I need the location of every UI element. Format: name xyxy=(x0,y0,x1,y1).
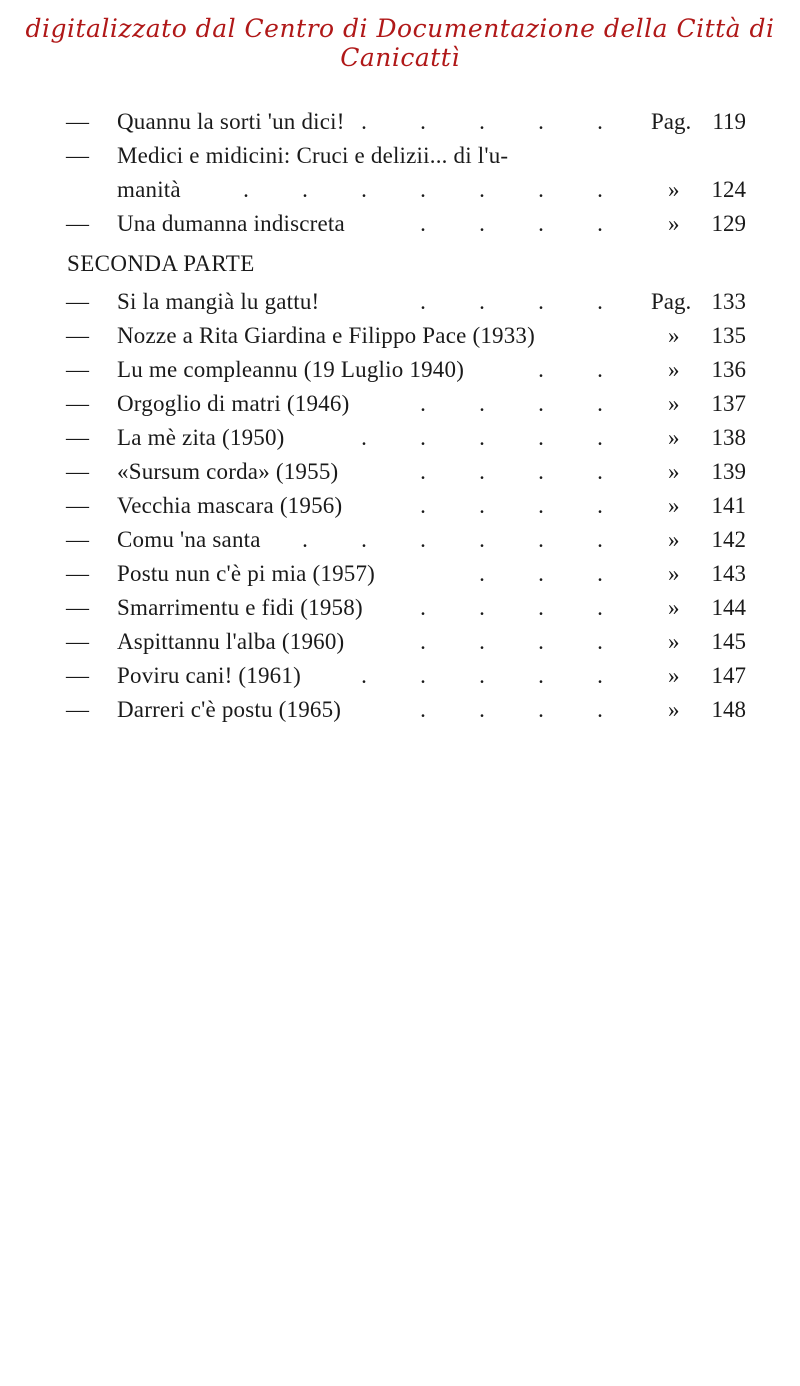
entry-title: Vecchia mascara (1956) xyxy=(117,493,343,518)
entry-dash: — xyxy=(66,109,89,134)
entry-title: Aspittannu l'alba (1960) xyxy=(117,629,345,654)
section-heading: SECONDA PARTE xyxy=(67,251,255,276)
entry-page-number: 119 xyxy=(712,109,746,134)
entry-title: Orgoglio di matri (1946) xyxy=(117,391,350,416)
entry-dash: — xyxy=(66,629,89,654)
entry-title: Smarrimentu e fidi (1958) xyxy=(117,595,363,620)
entry-ditto-mark: » xyxy=(668,493,680,518)
entry-ditto-mark: » xyxy=(668,425,680,450)
toc-entry xyxy=(0,354,800,386)
entry-title: Lu me compleannu (19 Luglio 1940) xyxy=(117,357,465,382)
toc-entry xyxy=(0,320,800,352)
entry-leader-dots: . . . . xyxy=(420,493,603,518)
entry-page-number: 141 xyxy=(711,493,746,518)
entry-page-number: 144 xyxy=(711,595,746,620)
entry-title: Comu 'na santa xyxy=(117,527,261,552)
entry-leader-dots: . . . . . . . xyxy=(243,177,603,202)
entry-ditto-mark: » xyxy=(668,629,680,654)
entry-dash: — xyxy=(66,211,89,236)
entry-title: Quannu la sorti 'un dici! xyxy=(117,109,345,134)
entry-title: Medici e midicini: Cruci e delizii... di l'u- xyxy=(117,143,509,168)
entry-ditto-mark: » xyxy=(668,459,680,484)
entry-dash: — xyxy=(66,561,89,586)
toc-entry xyxy=(0,558,800,590)
entry-page-number: 142 xyxy=(711,527,746,552)
entry-dash: — xyxy=(66,493,89,518)
entry-dash: — xyxy=(66,357,89,382)
entry-leader-dots: . . . . xyxy=(420,391,603,416)
entry-title: Darreri c'è postu (1965) xyxy=(117,697,342,722)
entry-ditto-mark: » xyxy=(668,323,680,348)
toc-entry xyxy=(0,660,800,692)
entry-ditto-mark: » xyxy=(668,697,680,722)
entry-ditto-mark: » xyxy=(668,391,680,416)
entry-page-number: 143 xyxy=(711,561,746,586)
entry-dash: — xyxy=(66,595,89,620)
entry-leader-dots: . . . xyxy=(479,561,603,586)
entry-page-prefix: Pag. xyxy=(651,289,692,314)
entry-dash: — xyxy=(66,459,89,484)
entry-title: Postu nun c'è pi mia (1957) xyxy=(117,561,376,586)
toc-entry xyxy=(0,422,800,454)
entry-page-number: 147 xyxy=(711,663,746,688)
entry-dash: — xyxy=(66,143,89,168)
entry-leader-dots: . . . . . xyxy=(361,425,603,450)
entry-leader-dots: . . . . xyxy=(420,629,603,654)
entry-leader-dots: . . . . xyxy=(420,289,603,314)
entry-ditto-mark: » xyxy=(668,595,680,620)
toc-entry xyxy=(0,694,800,726)
entry-ditto-mark: » xyxy=(668,357,680,382)
entry-dash: — xyxy=(66,663,89,688)
entry-ditto-mark: » xyxy=(668,211,680,236)
entry-title: «Sursum corda» (1955) xyxy=(117,459,339,484)
entry-leader-dots: . . . . . xyxy=(361,109,603,134)
entry-leader-dots: . . . . xyxy=(420,697,603,722)
entry-leader-dots: . . . . . xyxy=(361,663,603,688)
toc-entry xyxy=(0,286,800,318)
entry-dash: — xyxy=(66,697,89,722)
entry-leader-dots: . . . . xyxy=(420,459,603,484)
entry-dash: — xyxy=(66,289,89,314)
entry-page-number: 135 xyxy=(711,323,746,348)
entry-leader-dots: . . . . . . xyxy=(302,527,603,552)
entry-page-number: 139 xyxy=(711,459,746,484)
entry-leader-dots: . . xyxy=(538,357,603,382)
entry-page-number: 124 xyxy=(711,177,746,202)
toc-entry xyxy=(0,524,800,556)
entry-dash: — xyxy=(66,391,89,416)
entry-ditto-mark: » xyxy=(668,177,680,202)
entry-title: manità xyxy=(117,177,181,202)
entry-title: Nozze a Rita Giardina e Filippo Pace (1933) xyxy=(117,323,535,348)
toc-entry xyxy=(0,106,800,138)
entry-title: Poviru cani! (1961) xyxy=(117,663,301,688)
toc-entry xyxy=(0,140,800,172)
entry-page-number: 145 xyxy=(711,629,746,654)
entry-page-number: 129 xyxy=(711,211,746,236)
entry-title: Si la mangià lu gattu! xyxy=(117,289,320,314)
entry-title: Una dumanna indiscreta xyxy=(117,211,345,236)
entry-leader-dots: . . . . xyxy=(420,211,603,236)
entry-ditto-mark: » xyxy=(668,663,680,688)
entry-page-number: 136 xyxy=(711,357,746,382)
entry-ditto-mark: » xyxy=(668,561,680,586)
watermark-text: digitalizzato dal Centro di Documentazione della Città di Canicattì xyxy=(25,14,775,72)
entry-page-prefix: Pag. xyxy=(651,109,692,134)
toc-entry xyxy=(0,490,800,522)
toc-entry xyxy=(0,626,800,658)
entry-ditto-mark: » xyxy=(668,527,680,552)
entry-leader-dots: . . . . xyxy=(420,595,603,620)
entry-dash: — xyxy=(66,323,89,348)
toc-entry xyxy=(0,174,800,206)
toc-entry xyxy=(0,208,800,240)
toc-entry xyxy=(0,456,800,488)
entry-page-number: 138 xyxy=(711,425,746,450)
toc-entry xyxy=(0,592,800,624)
entry-dash: — xyxy=(66,425,89,450)
entry-page-number: 148 xyxy=(711,697,746,722)
entry-page-number: 137 xyxy=(711,391,746,416)
toc-entry xyxy=(0,388,800,420)
entry-title: La mè zita (1950) xyxy=(117,425,285,450)
entry-page-number: 133 xyxy=(711,289,746,314)
entry-dash: — xyxy=(66,527,89,552)
